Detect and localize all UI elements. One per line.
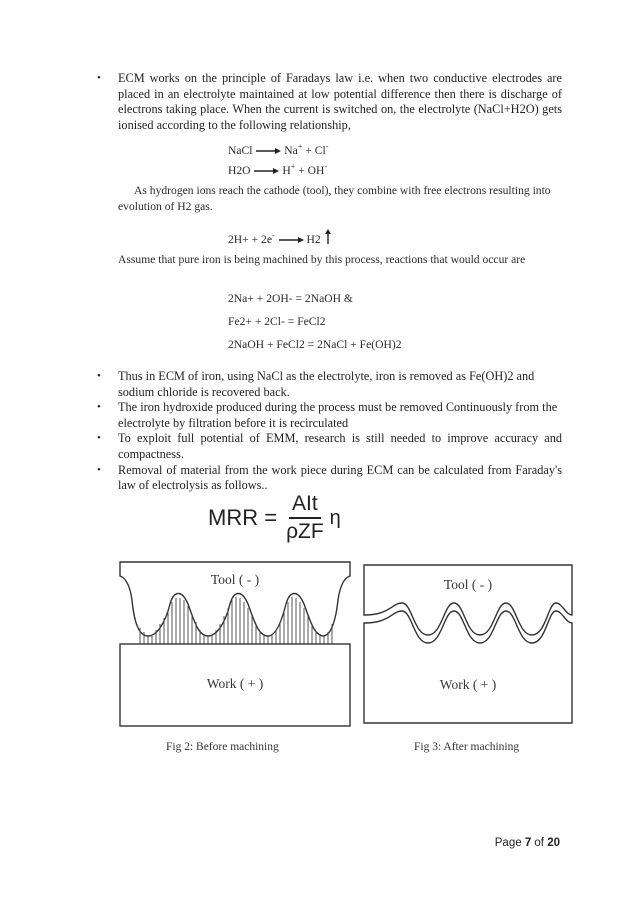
reaction-text-1: As hydrogen ions reach the cathode (tool), they combine with free electrons resulting into evolution of H2 gas.: [118, 184, 551, 213]
bullet-dot: •: [97, 370, 101, 382]
bullet-iron-removed: [97, 369, 562, 400]
fig3-tool-label: Tool ( - ): [443, 577, 493, 592]
footer-total: 20: [547, 837, 560, 849]
bullet-list-top: [97, 71, 562, 133]
reaction-2: H2O H+ + OH-: [228, 162, 328, 177]
formula-denominator: ρZF: [286, 520, 324, 543]
reaction-1: NaCl Na+ + Cl-: [228, 142, 329, 157]
fig2-tool-label: Tool ( - ): [210, 572, 260, 587]
bullet-dot: •: [97, 72, 101, 84]
reaction-1-right-a: Na: [284, 144, 298, 157]
bullet-material-removal: [97, 462, 562, 494]
arrow-right-icon: [255, 147, 281, 155]
bullet-dot: •: [97, 432, 101, 445]
bullet-text: The iron hydroxide produced during the process must be removed Continuously from the electrolyte by filtration before it is recirculated: [118, 400, 558, 430]
bullet-dot: •: [97, 463, 101, 476]
fig3-work-label: Work ( + ): [439, 677, 497, 692]
tool-electrode-shape: [364, 565, 572, 635]
reaction-5: Fe2+ + 2Cl- = FeCl2: [228, 315, 326, 328]
reaction-3-right: H2: [306, 233, 321, 246]
bullet-emm-research: [97, 431, 562, 462]
workpiece-shape: [364, 611, 572, 723]
arrow-right-icon: [278, 236, 304, 244]
reaction-2-right-a: H: [282, 164, 291, 177]
reaction-4: 2Na+ + 2OH- = 2NaOH &: [228, 292, 353, 305]
bullet-text: Removal of material from the work piece during ECM can be calculated from Faraday's law of electrolysis as follows..: [118, 462, 562, 493]
fig2-work-label: Work ( + ): [206, 676, 264, 691]
mrr-formula: [208, 492, 341, 544]
footer-page: 7: [524, 837, 532, 849]
arrow-right-icon: [253, 167, 279, 175]
reaction-2-right-b: + OH: [298, 164, 325, 177]
bullet-iron-hydroxide: [97, 400, 562, 431]
bullet-text: Thus in ECM of iron, using NaCl as the electrolyte, iron is removed as Fe(OH)2 and sodium chloride is recovered back.: [118, 369, 535, 399]
page-number-footer: [495, 837, 560, 849]
figure-after-machining: [362, 563, 574, 725]
bullet-text: ECM works on the principle of Faradays law i.e. when two conductive electrodes are placed in an electrolyte maintained at low potential difference then there is discharge of electrons taking place. When the current is switched on, the electrolyte (NaCl+H2O) gets ionised according to the following relationship,: [118, 71, 562, 132]
bullet-text: To exploit full potential of EMM, research is still needed to improve accuracy and compactness.: [118, 431, 562, 461]
formula-fraction: [283, 492, 327, 544]
figure-before-machining: [118, 560, 352, 728]
fig2-caption: Fig 2: Before machining: [166, 741, 279, 753]
reaction-1-left: NaCl: [228, 144, 253, 157]
bullet-list-bottom: [97, 369, 562, 494]
formula-factor: η: [329, 506, 341, 529]
formula-lhs: MRR =: [208, 505, 278, 530]
reaction-1-right-b: + Cl: [305, 144, 326, 157]
reaction-3-left: 2H+ + 2e: [228, 233, 272, 246]
reaction-6: 2NaOH + FeCl2 = 2NaCl + Fe(OH)2: [228, 338, 402, 351]
bullet-ecm-principle: [97, 71, 562, 133]
arrow-up-icon: [324, 229, 332, 245]
footer-prefix: Page: [494, 837, 525, 849]
formula-numerator: AIt: [289, 492, 321, 519]
reaction-text-2: Assume that pure iron is being machined by this process, reactions that would occur are: [118, 253, 526, 266]
footer-of: of: [531, 837, 548, 849]
reaction-3: 2H+ + 2e- H2: [228, 229, 332, 246]
bullet-dot: •: [97, 401, 101, 414]
fig3-caption: Fig 3: After machining: [414, 741, 520, 753]
reaction-2-left: H2O: [228, 164, 251, 177]
